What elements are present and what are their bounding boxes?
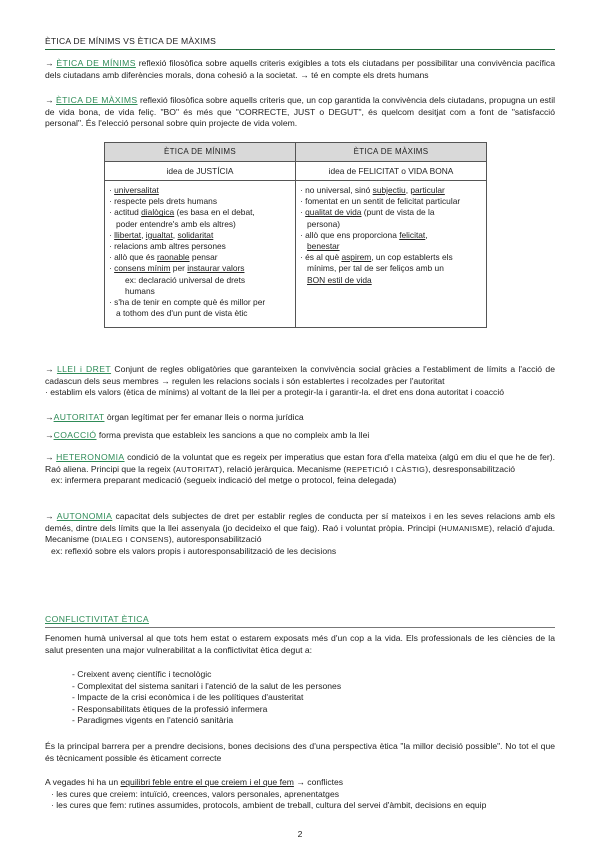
section-header: ÈTICA DE MÍNIMS VS ÈTICA DE MÀXIMS (45, 36, 217, 46)
col1-content: · universalitat · respecte pels drets humans · actitud dialògica (es basa en el debat, poder entendre's amb els altres) · llibertat, igualtat, solidaritat · relacions amb altres persones · allò que és raonable pensar · consens mínim per instaurar valors ex: declaració universal de drets humans · s'ha de tenir en compte què és millor per a tothom des d'un punt de vista ètic (105, 181, 296, 328)
conflict-rule (45, 627, 555, 628)
term-llei-dret: LLEI i DRET (56, 364, 112, 374)
conflict-section-title: CONFLICTIVITAT ÈTICA (45, 614, 149, 624)
vegades-paragraph: A vegades hi ha un equilibri feble entre el que creiem i el que fem → conflictes · les cures que creiem: intuïció, creences, valors personales, aprenentatges · les cures que fem: rutines assumides, protocols, ambient de treball, cultura del servei d'àmbit, decisions en equip (45, 777, 487, 811)
term-coaccio: COACCIÓ (53, 430, 97, 440)
col2-content: · no universal, sinó subjectiu, particular · fomentat en un sentit de felicitat particular · qualitat de vida (punt de vista de la persona) · allò que ens proporciona felicitat, benestar · és al què aspirem, un cop establerts els mínims, per tal de ser feliços amb un BON estil de vida (296, 181, 487, 328)
page-number: 2 (297, 829, 303, 839)
col1-header: ÈTICA DE MÍNIMS (105, 143, 296, 162)
conflict-intro: Fenomen humà universal al que tots hem estat o estarem exposats més d'un cop a la vida. Els professionals de les ciències de la salut presenten una major vulnerabilitat a la conflictivitat ètica degut a: (45, 633, 555, 655)
list-item: - Responsabilitats ètiques de la professió infermera (72, 703, 268, 714)
term-autoritat: AUTORITAT (53, 412, 105, 422)
barrier-paragraph: És la principal barrera per a prendre decisions, bones decisions des d'una perspectiva ètica "la millor decisió possible". No tot el que és tècnicament possible és èticament correcte (45, 741, 555, 763)
term-autonomia: AUTONOMIA (56, 511, 113, 521)
term-maxims: ÈTICA DE MÀXIMS (56, 95, 138, 105)
col1-subheader: idea de JUSTÍCIA (105, 162, 296, 181)
list-item: - Complexitat del sistema sanitari i l'atenció de la salut de les persones (72, 680, 342, 691)
col2-header: ÈTICA DE MÀXIMS (296, 143, 487, 162)
autonomia-definition: → AUTONOMIA capacitat dels subjectes de dret per establir regles de conducta per sí mateixos i en les seves relacions amb els demés, dintre dels límits que la llei assenyala (jo decideixo el que faig). Raó i voluntat pròpia. Principi (HUMANISME), relació d'ajuda. Mecanisme (DIALEG I CONSENS), autoresponsabilització ex: reflexió sobre els valors propis i autoresponsabilització de les decisions (45, 511, 555, 556)
comparison-table (104, 142, 487, 328)
header-rule (45, 49, 555, 50)
term-minims: ÈTICA DE MÍNIMS (56, 58, 136, 68)
list-item: - Creixent avenç científic i tecnològic (72, 669, 212, 679)
maxims-definition: → ÈTICA DE MÀXIMS reflexió filosòfica sobre aquells criteris que, un cop garantida la convivència dels ciutadans, propugna un estil de vida bona, de vida feliç. "BO" és més que "CORRECTE, JUST o DEGUT", és quelcom desitjat com a font de "satisfacció personal". És l'elecció personal sobre quin projecte de vida volem. (45, 95, 556, 129)
term-heteronomia: HETERONOMIA (56, 452, 125, 462)
llei-definition: → LLEI i DRET Conjunt de regles obligatòries que garanteixen la convivència social gràcies a l'establiment de límits a l'acció de cadascun dels seus membres → regulen les relacions socials i són establertes i recolzades per l'autoritat · establim els valors (ètica de mínims) al voltant de la llei per a protegir-la i garantir-la. el dret ens dona autoritat i coacció (45, 364, 555, 398)
col2-subheader: idea de FELICITAT o VIDA BONA (296, 162, 487, 181)
heteronomia-definition: → HETERONOMIA condició de la voluntat que es regeix per imperatius que estan fora d'ella mateixa (algú em diu el que he de fer). Raó aliena. Principi que la regeix (AUTORITAT), relació jeràrquica. Mecanisme (REPETICIÓ I CÀSTIG), desresponsabilització ex: infermera preparant medicació (segueix indicació del metge o protocol, feina delegada) (45, 452, 556, 486)
minims-definition: → ÈTICA DE MÍNIMS reflexió filosòfica sobre aquells criteris exigibles a tots els ciutadans per possibilitar una convivència pacífica dels ciutadans amb diferències morals, dona cohesió a la societat. → té en compte els drets humans (45, 58, 556, 80)
conflict-list (72, 669, 341, 727)
coaccio-definition: →COACCIÓ forma prevista que estableix les sancions a que no compleix amb la llei (45, 430, 370, 440)
list-item: - Paradigmes vigents en l'atenció sanitària (72, 715, 234, 726)
list-item: - Impacte de la crisi econòmica i de les polítiques d'austeritat (72, 692, 304, 703)
autoritat-definition: →AUTORITAT òrgan legítimat per fer emanar lleis o norma jurídica (45, 412, 304, 422)
